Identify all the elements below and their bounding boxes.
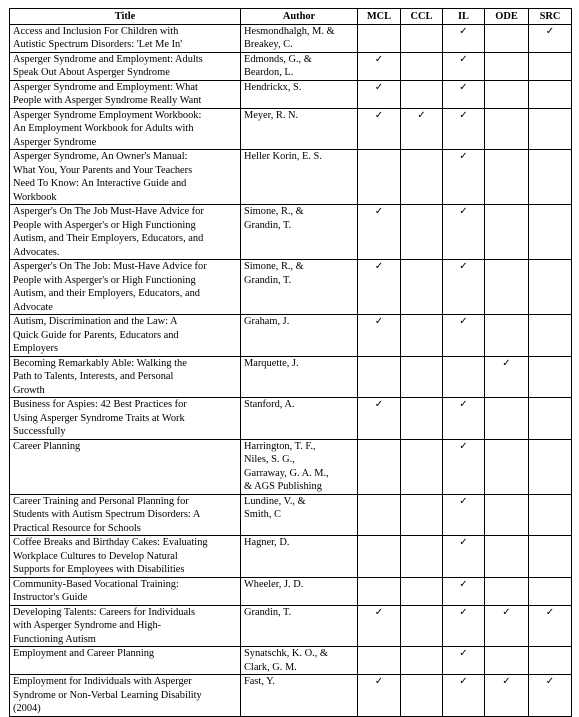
table-row <box>10 675 572 717</box>
title-cell: Asperger Syndrome and Employment: What People with Asperger Syndrome Really Want <box>10 80 241 108</box>
ccl-cell <box>401 494 443 536</box>
src-cell <box>529 439 572 494</box>
header-row <box>10 9 572 25</box>
il-cell <box>443 439 485 494</box>
checkmark-icon: ✓ <box>459 537 468 548</box>
column-header-author: Author <box>241 9 358 25</box>
author-cell: Hendrickx, S. <box>241 80 358 108</box>
ode-cell <box>485 605 529 647</box>
checkmark-icon: ✓ <box>502 676 511 687</box>
checkmark-icon: ✓ <box>459 578 468 590</box>
ode-cell <box>485 150 529 205</box>
src-cell <box>529 315 572 357</box>
il-cell <box>443 24 485 52</box>
ode-cell <box>485 356 529 398</box>
author-cell: Synatschk, K. O., & Clark, G. M. <box>241 647 358 675</box>
table-row <box>10 647 572 675</box>
ccl-cell <box>401 356 443 398</box>
table-row <box>10 205 572 260</box>
author-cell: Stanford, A. <box>241 398 358 440</box>
src-cell <box>529 80 572 108</box>
mcl-cell <box>358 108 401 150</box>
title-cell: Becoming Remarkably Able: Walking the Path to Talents, Interests, and Personal Growth <box>10 356 241 398</box>
src-cell <box>529 675 572 717</box>
mcl-cell <box>358 494 401 536</box>
checkmark-icon: ✓ <box>374 261 384 272</box>
checkmark-icon: ✓ <box>459 676 468 687</box>
table-row <box>10 494 572 536</box>
title-cell: Business for Aspies: 42 Best Practices for Using Asperger Syndrome Traits at Work Successfully <box>10 398 241 440</box>
mcl-cell <box>358 536 401 578</box>
ode-cell <box>485 675 529 717</box>
ccl-cell <box>401 24 443 52</box>
mcl-cell <box>358 150 401 205</box>
table-row <box>10 80 572 108</box>
il-cell <box>443 577 485 605</box>
table-row <box>10 108 572 150</box>
mcl-cell <box>358 647 401 675</box>
checkmark-icon: ✓ <box>374 81 384 93</box>
il-cell <box>443 260 485 315</box>
il-cell <box>443 80 485 108</box>
ccl-cell <box>401 150 443 205</box>
il-cell <box>443 356 485 398</box>
ode-cell <box>485 398 529 440</box>
il-cell <box>443 536 485 578</box>
src-cell <box>529 24 572 52</box>
il-cell <box>443 605 485 647</box>
table-row <box>10 356 572 398</box>
checkmark-icon: ✓ <box>459 109 468 121</box>
ccl-cell <box>401 577 443 605</box>
ccl-cell <box>401 439 443 494</box>
table-row <box>10 150 572 205</box>
checkmark-icon: ✓ <box>545 25 555 37</box>
il-cell <box>443 494 485 536</box>
title-cell: Asperger Syndrome and Employment: Adults Speak Out About Asperger Syndrome <box>10 52 241 80</box>
ccl-cell <box>401 260 443 315</box>
ode-cell <box>485 536 529 578</box>
mcl-cell <box>358 398 401 440</box>
ccl-cell <box>401 398 443 440</box>
ode-cell <box>485 647 529 675</box>
resource-table <box>9 8 572 717</box>
checkmark-icon: ✓ <box>459 53 468 65</box>
author-cell: Marquette, J. <box>241 356 358 398</box>
mcl-cell <box>358 80 401 108</box>
src-cell <box>529 108 572 150</box>
src-cell <box>529 52 572 80</box>
checkmark-icon: ✓ <box>374 676 384 687</box>
ode-cell <box>485 439 529 494</box>
table-row <box>10 536 572 578</box>
author-cell: Heller Korin, E. S. <box>241 150 358 205</box>
src-cell <box>529 260 572 315</box>
checkmark-icon: ✓ <box>459 495 468 507</box>
il-cell <box>443 108 485 150</box>
checkmark-icon: ✓ <box>459 25 468 37</box>
title-cell: Asperger's On The Job: Must-Have Advice for People with Asperger's or High Functioning Autism, and their Employers, Educators, and Advocate <box>10 260 241 315</box>
ode-cell <box>485 80 529 108</box>
author-cell: Harrington, T. F., Niles, S. G., Garraway, G. A. M., & AGS Publishing <box>241 439 358 494</box>
ccl-cell <box>401 108 443 150</box>
src-cell <box>529 205 572 260</box>
author-cell: Hagner, D. <box>241 536 358 578</box>
author-cell: Simone, R., & Grandin, T. <box>241 260 358 315</box>
column-header-mcl: MCL <box>358 9 401 25</box>
src-cell <box>529 605 572 647</box>
mcl-cell <box>358 315 401 357</box>
checkmark-icon: ✓ <box>502 606 511 618</box>
checkmark-icon: ✓ <box>459 606 468 618</box>
il-cell <box>443 675 485 717</box>
table-row <box>10 605 572 647</box>
checkmark-icon: ✓ <box>459 261 468 272</box>
author-cell: Wheeler, J. D. <box>241 577 358 605</box>
column-header-ccl: CCL <box>401 9 443 25</box>
author-cell: Graham, J. <box>241 315 358 357</box>
checkmark-icon: ✓ <box>459 81 468 93</box>
title-cell: Career Planning <box>10 439 241 494</box>
checkmark-icon: ✓ <box>374 206 384 217</box>
ccl-cell <box>401 675 443 717</box>
ode-cell <box>485 108 529 150</box>
il-cell <box>443 52 485 80</box>
table-row <box>10 577 572 605</box>
title-cell: Employment for Individuals with Asperger Syndrome or Non-Verbal Learning Disability (2004) <box>10 675 241 717</box>
mcl-cell <box>358 605 401 647</box>
table-row <box>10 260 572 315</box>
title-cell: Coffee Breaks and Birthday Cakes: Evaluating Workplace Cultures to Develop Natural Supports for Employees with Disabilities <box>10 536 241 578</box>
checkmark-icon: ✓ <box>459 648 468 659</box>
checkmark-icon: ✓ <box>459 440 468 452</box>
mcl-cell <box>358 356 401 398</box>
checkmark-icon: ✓ <box>417 109 426 121</box>
table-row <box>10 439 572 494</box>
column-header-title: Title <box>10 9 241 25</box>
column-header-il: IL <box>443 9 485 25</box>
author-cell: Meyer, R. N. <box>241 108 358 150</box>
author-cell: Hesmondhalgh, M. & Breakey, C. <box>241 24 358 52</box>
il-cell <box>443 205 485 260</box>
il-cell <box>443 398 485 440</box>
il-cell <box>443 315 485 357</box>
src-cell <box>529 150 572 205</box>
ode-cell <box>485 24 529 52</box>
author-cell: Grandin, T. <box>241 605 358 647</box>
mcl-cell <box>358 439 401 494</box>
ode-cell <box>485 260 529 315</box>
ode-cell <box>485 315 529 357</box>
ccl-cell <box>401 536 443 578</box>
table-row <box>10 52 572 80</box>
ccl-cell <box>401 647 443 675</box>
title-cell: Developing Talents: Careers for Individuals with Asperger Syndrome and High- Functioning Autism <box>10 605 241 647</box>
table-body <box>10 24 572 716</box>
ode-cell <box>485 494 529 536</box>
ccl-cell <box>401 315 443 357</box>
mcl-cell <box>358 577 401 605</box>
title-cell: Asperger Syndrome Employment Workbook: An Employment Workbook for Adults with Asperger Syndrome <box>10 108 241 150</box>
checkmark-icon: ✓ <box>545 606 555 618</box>
mcl-cell <box>358 24 401 52</box>
checkmark-icon: ✓ <box>459 316 468 327</box>
checkmark-icon: ✓ <box>374 399 384 410</box>
ccl-cell <box>401 205 443 260</box>
il-cell <box>443 150 485 205</box>
src-cell <box>529 356 572 398</box>
checkmark-icon: ✓ <box>374 109 384 121</box>
ode-cell <box>485 52 529 80</box>
src-cell <box>529 647 572 675</box>
checkmark-icon: ✓ <box>374 606 384 618</box>
src-cell <box>529 536 572 578</box>
ccl-cell <box>401 605 443 647</box>
ode-cell <box>485 577 529 605</box>
mcl-cell <box>358 205 401 260</box>
checkmark-icon: ✓ <box>374 53 384 65</box>
checkmark-icon: ✓ <box>459 399 468 410</box>
column-header-src: SRC <box>529 9 572 25</box>
title-cell: Community-Based Vocational Training: Instructor's Guide <box>10 577 241 605</box>
title-cell: Asperger Syndrome, An Owner's Manual: What You, Your Parents and Your Teachers Need To Know: An Interactive Guide and Workbook <box>10 150 241 205</box>
title-cell: Access and Inclusion For Children with Autistic Spectrum Disorders: 'Let Me In' <box>10 24 241 52</box>
checkmark-icon: ✓ <box>545 676 555 687</box>
ode-cell <box>485 205 529 260</box>
checkmark-icon: ✓ <box>459 151 468 162</box>
author-cell: Edmonds, G., & Beardon, L. <box>241 52 358 80</box>
ccl-cell <box>401 52 443 80</box>
resource-table-wrapper <box>9 8 572 717</box>
table-row <box>10 398 572 440</box>
column-header-ode: ODE <box>485 9 529 25</box>
src-cell <box>529 398 572 440</box>
title-cell: Autism, Discrimination and the Law: A Quick Guide for Parents, Educators and Employers <box>10 315 241 357</box>
ccl-cell <box>401 80 443 108</box>
checkmark-icon: ✓ <box>502 357 511 369</box>
checkmark-icon: ✓ <box>459 206 468 217</box>
author-cell: Fast, Y. <box>241 675 358 717</box>
author-cell: Lundine, V., & Smith, C <box>241 494 358 536</box>
title-cell: Career Training and Personal Planning for Students with Autism Spectrum Disorders: A Practical Resource for Schools <box>10 494 241 536</box>
table-row <box>10 315 572 357</box>
il-cell <box>443 647 485 675</box>
src-cell <box>529 577 572 605</box>
src-cell <box>529 494 572 536</box>
mcl-cell <box>358 675 401 717</box>
table-row <box>10 24 572 52</box>
checkmark-icon: ✓ <box>374 316 384 327</box>
mcl-cell <box>358 52 401 80</box>
mcl-cell <box>358 260 401 315</box>
title-cell: Employment and Career Planning <box>10 647 241 675</box>
author-cell: Simone, R., & Grandin, T. <box>241 205 358 260</box>
title-cell: Asperger's On The Job Must-Have Advice for People with Asperger's or High Functioning Autism, and Their Employers, Educators, and Advocates. <box>10 205 241 260</box>
